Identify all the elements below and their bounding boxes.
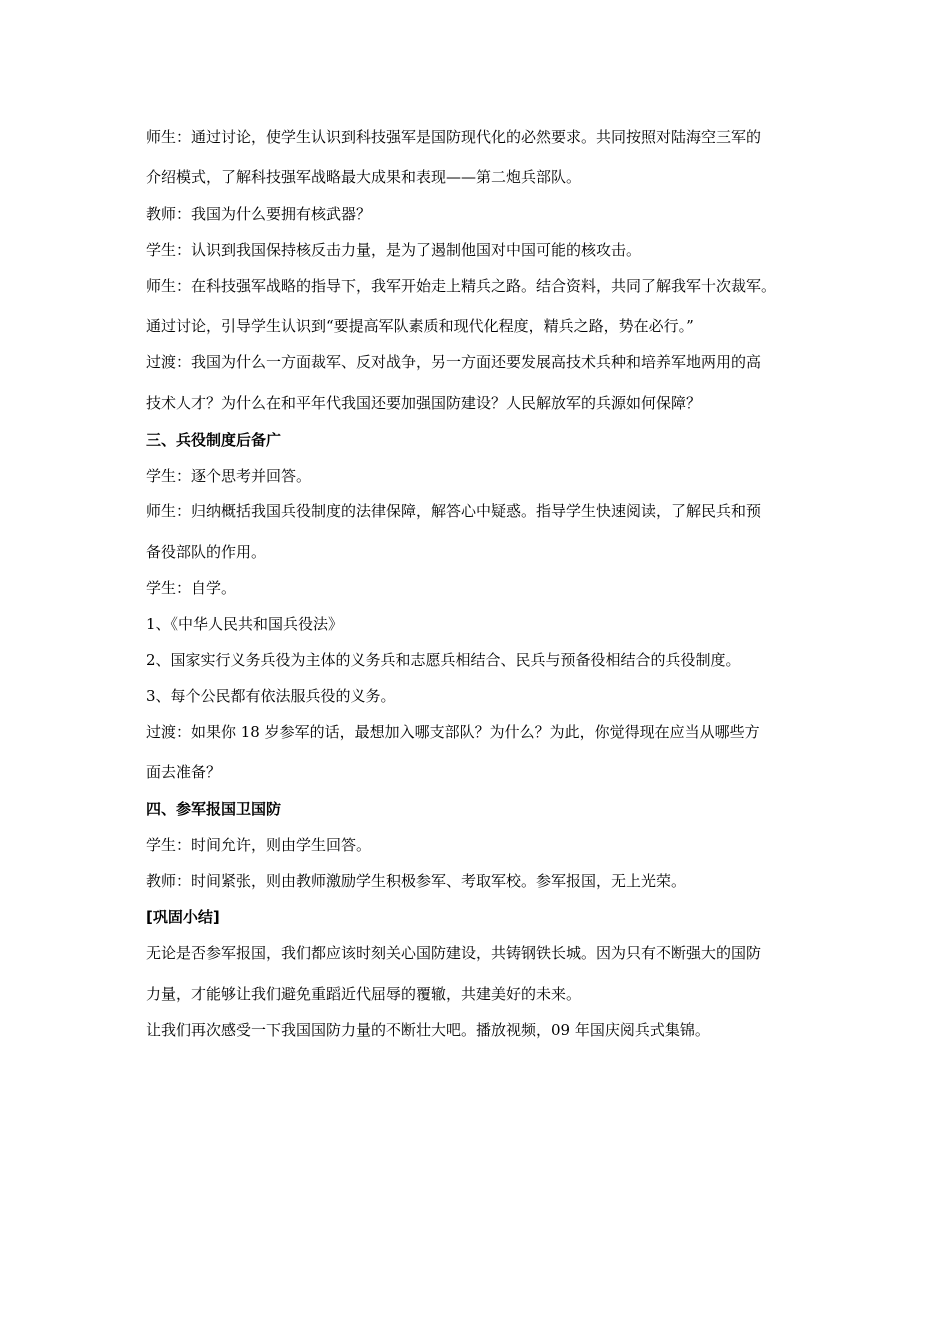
paragraph-line: 过渡：如果你 18 岁参军的话，最想加入哪支部队？为什么？为此，你觉得现在应当从哪些方 bbox=[146, 723, 760, 741]
list-item: 1、《中华人民共和国兵役法》 bbox=[146, 615, 344, 633]
list-item: 2、国家实行义务兵役为主体的义务兵和志愿兵相结合、民兵与预备役相结合的兵役制度。 bbox=[146, 651, 741, 669]
paragraph-line: 无论是否参军报国，我们都应该时刻关心国防建设，共铸钢铁长城。因为只有不断强大的国防 bbox=[146, 944, 762, 962]
paragraph-line: 介绍模式，了解科技强军战略最大成果和表现——第二炮兵部队。 bbox=[146, 168, 582, 186]
paragraph-line: 学生：逐个思考并回答。 bbox=[146, 467, 312, 485]
section-heading: [巩固小结] bbox=[146, 908, 220, 926]
paragraph-line: 通过讨论，引导学生认识到“要提高军队素质和现代化程度，精兵之路，势在必行。” bbox=[146, 317, 694, 335]
paragraph-line: 师生：归纳概括我国兵役制度的法律保障，解答心中疑惑。指导学生快速阅读，了解民兵和预 bbox=[146, 502, 762, 520]
paragraph-line: 面去准备？ bbox=[146, 763, 222, 781]
paragraph-line: 学生：时间允许，则由学生回答。 bbox=[146, 836, 372, 854]
section-heading: 三、兵役制度后备广 bbox=[146, 431, 282, 449]
paragraph-line: 备役部队的作用。 bbox=[146, 543, 267, 561]
paragraph-line: 师生：通过讨论，使学生认识到科技强军是国防现代化的必然要求。共同按照对陆海空三军的 bbox=[146, 128, 762, 146]
paragraph-line: 过渡：我国为什么一方面裁军、反对战争，另一方面还要发展高技术兵种和培养军地两用的高 bbox=[146, 353, 762, 371]
paragraph-line: 师生：在科技强军战略的指导下，我军开始走上精兵之路。结合资料，共同了解我军十次裁军。 bbox=[146, 277, 777, 295]
paragraph-line: 学生：自学。 bbox=[146, 579, 237, 597]
paragraph-line: 学生：认识到我国保持核反击力量，是为了遏制他国对中国可能的核攻击。 bbox=[146, 241, 642, 259]
paragraph-line: 教师：时间紧张，则由教师激励学生积极参军、考取军校。参军报国，无上光荣。 bbox=[146, 872, 687, 890]
paragraph-line: 力量，才能够让我们避免重蹈近代屈辱的覆辙，共建美好的未来。 bbox=[146, 985, 582, 1003]
section-heading: 四、参军报国卫国防 bbox=[146, 800, 282, 818]
paragraph-line: 让我们再次感受一下我国国防力量的不断壮大吧。播放视频，09 年国庆阅兵式集锦。 bbox=[146, 1021, 710, 1039]
paragraph-line: 教师：我国为什么要拥有核武器？ bbox=[146, 205, 372, 223]
paragraph-line: 技术人才？为什么在和平年代我国还要加强国防建设？人民解放军的兵源如何保障？ bbox=[146, 394, 702, 412]
list-item: 3、每个公民都有依法服兵役的义务。 bbox=[146, 687, 396, 705]
